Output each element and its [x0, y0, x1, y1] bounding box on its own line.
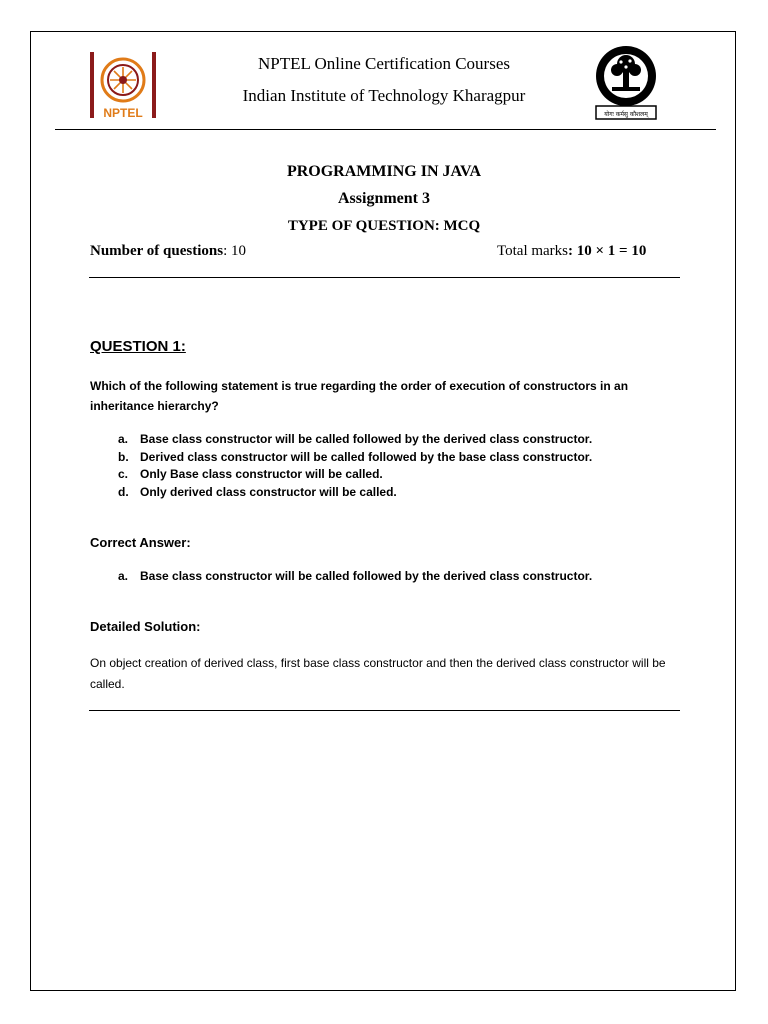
meta-divider: [89, 277, 680, 278]
correct-answer-label: Correct Answer:: [90, 535, 191, 550]
header-line-1: NPTEL Online Certification Courses: [258, 54, 510, 73]
total-marks: Total marks: 10 × 1 = 10: [497, 243, 647, 259]
detailed-solution-text: On object creation of derived class, first base class constructor and then the derived class constructor will be called.: [90, 656, 666, 691]
assignment-title: Assignment 3: [337, 190, 430, 207]
number-of-questions: Number of questions: 10: [90, 243, 246, 259]
header-line-2: Indian Institute of Technology Kharagpur: [242, 86, 526, 105]
iit-kharagpur-logo: [592, 44, 660, 122]
question-heading: QUESTION 1:: [90, 338, 186, 355]
question-text: Which of the following statement is true regarding the order of execution of constructors in an inheritance hierarchy?: [90, 379, 629, 413]
option-a: a. Base class constructor will be called followed by the derived class constructor.: [118, 432, 593, 446]
option-list: [118, 431, 592, 501]
nptel-logo: [90, 50, 156, 122]
detailed-solution-label: Detailed Solution:: [90, 619, 201, 634]
svg-text:योगः कर्मसु कौशलम्: योगः कर्मसु कौशलम्: [604, 111, 648, 118]
option-c: c. Only Base class constructor will be called.: [118, 467, 383, 481]
svg-text:NPTEL: NPTEL: [103, 106, 143, 120]
correct-answer: a. Base class constructor will be called followed by the derived class constructor.: [118, 569, 593, 583]
option-d: d. Only derived class constructor will be called.: [118, 484, 397, 499]
option-b: b. Derived class constructor will be called followed by the base class constructor.: [118, 449, 593, 464]
course-title: PROGRAMMING IN JAVA: [286, 163, 482, 180]
header-divider: [55, 129, 716, 130]
question-type: TYPE OF QUESTION: MCQ: [287, 218, 481, 234]
question-end-divider: [89, 710, 680, 711]
